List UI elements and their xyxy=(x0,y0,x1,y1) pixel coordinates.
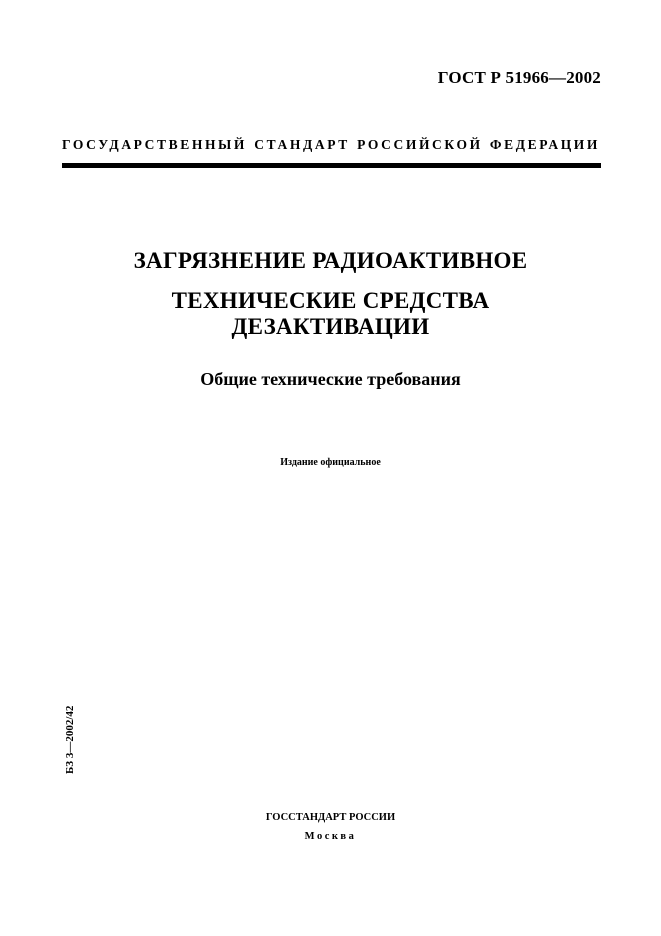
header-rule xyxy=(62,163,601,168)
document-title-line-2: ТЕХНИЧЕСКИЕ СРЕДСТВА xyxy=(171,288,490,313)
publisher-city: Москва xyxy=(304,831,357,842)
publisher-name: ГОССТАНДАРТ РОССИИ xyxy=(265,812,396,823)
edition-note: Издание официальное xyxy=(280,457,381,468)
document-number: ГОСТ Р 51966—2002 xyxy=(437,68,601,87)
document-title-block xyxy=(0,288,661,340)
document-title-line-1: ЗАГРЯЗНЕНИЕ РАДИОАКТИВНОЕ xyxy=(133,248,528,273)
side-catalog-code: БЗ 3—2002/42 xyxy=(64,705,76,774)
document-subtitle: Общие технические требования xyxy=(200,369,461,389)
standard-header: ГОСУДАРСТВЕННЫЙ СТАНДАРТ РОССИЙСКОЙ ФЕДЕРАЦИИ xyxy=(62,137,600,152)
document-title-line-3: ДЕЗАКТИВАЦИИ xyxy=(231,314,430,339)
